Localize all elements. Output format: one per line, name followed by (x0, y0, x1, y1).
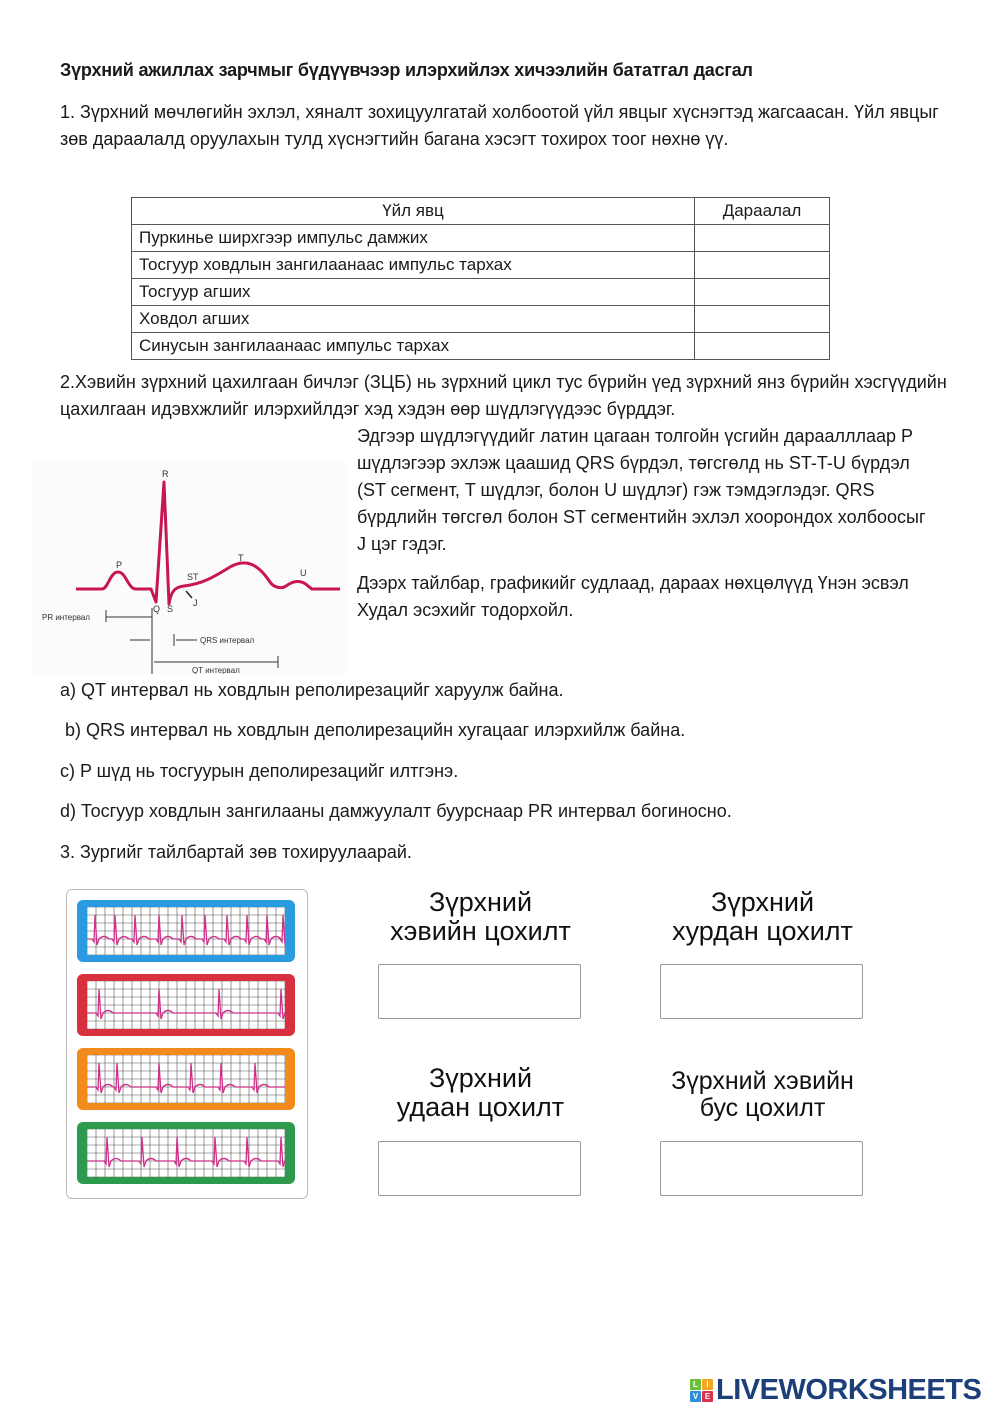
wave-label-s: S (167, 604, 174, 614)
wave-label-t: T (238, 553, 244, 563)
table-row (132, 252, 830, 279)
drop-box-fast[interactable] (660, 964, 863, 1019)
header-process: Үйл явц (132, 198, 695, 225)
wave-label-p: P (116, 560, 123, 570)
question-2-intro: 2.Хэвийн зүрхний цахилгаан бичлэг (ЗЦБ) нь зүрхний цикл тус бүрийн үед зүрхний янз бүрийн хэсгүүдийн цахилгаан идэвхжлийг илэрхийлдэг хэд хэдэн өөр шүдлэгүүдээс бүрддэг. (60, 372, 947, 419)
label-line: бус цохилт (699, 1094, 826, 1122)
pr-interval-label: PR интервал (42, 613, 90, 622)
statement-d: d) Тосгуур ховдлын зангилааны дамжуулалт буурснаар PR интервал богиносно. (60, 801, 732, 821)
ecg-diagram (32, 462, 348, 674)
answer-input-fast[interactable] (661, 965, 866, 1020)
logo-text: LIVEWORKSHEETS (716, 1374, 982, 1406)
statement-b: b) QRS интервал нь ховдлын деполирезацийн хугацааг илэрхийлж байна. (60, 720, 686, 740)
ecg-grid-normal (87, 1129, 285, 1177)
process-cell: Тосгуур агших (132, 279, 695, 306)
sequence-table (131, 197, 830, 360)
ecg-grid-fast (87, 907, 285, 955)
order-input[interactable] (695, 225, 829, 251)
qrs-interval-label: QRS интервал (200, 636, 255, 645)
logo-cube: I (702, 1379, 713, 1390)
label-line: Зүрхний хэвийн (671, 1067, 854, 1095)
liveworksheets-logo (690, 1374, 981, 1407)
ecg-strip-blue[interactable] (77, 900, 295, 962)
label-line: Зүрхний (428, 887, 533, 917)
question-2-description: Эдгээр шүдлэгүүдийг латин цагаан толгойн үсгийн дараалллаар P шүдлэгээр эхлэж цаашид QRS бүрдэл, төгсгөлд нь ST-T-U бүрдэл (ST сегмент, T шүдлэг, болон U шүдлэг) гэж тэмдэглэдэг. QRS бүрдлийн төгсгөл болон ST сегментийн эхлэл хоорондох холбоосыг J цэг гэдэг. (357, 426, 926, 554)
drop-box-slow[interactable] (378, 1141, 581, 1196)
qt-interval-label: QT интервал (192, 666, 240, 674)
table-row (132, 306, 830, 333)
target-label-normal (378, 888, 583, 946)
wave-label-u: U (300, 568, 307, 578)
label-line: хурдан цохилт (672, 916, 853, 946)
target-label-slow (368, 1064, 593, 1122)
question-1-text: 1. Зүрхний мөчлөгийн эхлэл, хяналт зохицуулгатай холбоотой үйл явцыг хүснэгтэд жагсаасан. Үйл явцыг зөв дараалалд оруулахын тулд хүснэгтийн багана хэсэгт тохирох тоог нөхнө үү. (60, 102, 939, 149)
answer-input-irregular[interactable] (661, 1142, 866, 1197)
target-label-irregular (645, 1068, 880, 1122)
target-label-fast (650, 888, 875, 946)
worksheet-title: Зүрхний ажиллах зарчмыг бүдүүвчээр илэрхийлэх хичээлийн бататгал дасгал (60, 60, 753, 80)
wave-label-st: ST (187, 572, 199, 582)
ecg-strips-panel (66, 889, 308, 1199)
table-header-row (132, 198, 830, 225)
logo-cubes-icon (690, 1379, 713, 1402)
answer-input-normal[interactable] (379, 965, 584, 1020)
table-row (132, 225, 830, 252)
drop-box-irregular[interactable] (660, 1141, 863, 1196)
order-input[interactable] (695, 252, 829, 278)
logo-cube: L (690, 1379, 701, 1390)
wave-label-j: J (193, 598, 198, 608)
ecg-strip-red[interactable] (77, 974, 295, 1036)
label-line: удаан цохилт (396, 1092, 565, 1122)
logo-cube: V (690, 1391, 701, 1402)
wave-label-q: Q (153, 604, 161, 614)
label-line: Зүрхний (428, 1063, 533, 1093)
ecg-strip-orange[interactable] (77, 1048, 295, 1110)
header-order: Дараалал (695, 198, 830, 225)
label-line: хэвийн цохилт (390, 916, 571, 946)
question-3-text: 3. Зургийг тайлбартай зөв тохируулаарай. (60, 842, 412, 862)
ecg-grid-slow (87, 981, 285, 1029)
process-cell: Тосгуур ховдлын зангилаанаас импульс тархах (132, 252, 695, 279)
statement-a: a) QT интервал нь ховдлын реполирезацийг харуулж байна. (60, 680, 564, 700)
process-cell: Синусын зангилаанаас импульс тархах (132, 333, 695, 360)
process-cell: Пуркинье ширхгээр импульс дамжих (132, 225, 695, 252)
table-row (132, 279, 830, 306)
order-input[interactable] (695, 279, 829, 305)
ecg-strip-green[interactable] (77, 1122, 295, 1184)
answer-input-slow[interactable] (379, 1142, 584, 1197)
statement-c: c) P шүд нь тосгуурын деполирезацийг илтгэнэ. (60, 761, 459, 781)
wave-label-r: R (162, 469, 169, 479)
table-row (132, 333, 830, 360)
ecg-grid-irregular (87, 1055, 285, 1103)
order-input[interactable] (695, 306, 829, 332)
drop-box-normal[interactable] (378, 964, 581, 1019)
logo-cube: E (702, 1391, 713, 1402)
question-2-instruction: Дээрх тайлбар, графикийг судлаад, дараах нөхцөлүүд Үнэн эсвэл Худал эсэхийг тодорхойл. (357, 573, 909, 620)
order-input[interactable] (695, 333, 829, 359)
label-line: Зүрхний (710, 887, 815, 917)
process-cell: Ховдол агших (132, 306, 695, 333)
